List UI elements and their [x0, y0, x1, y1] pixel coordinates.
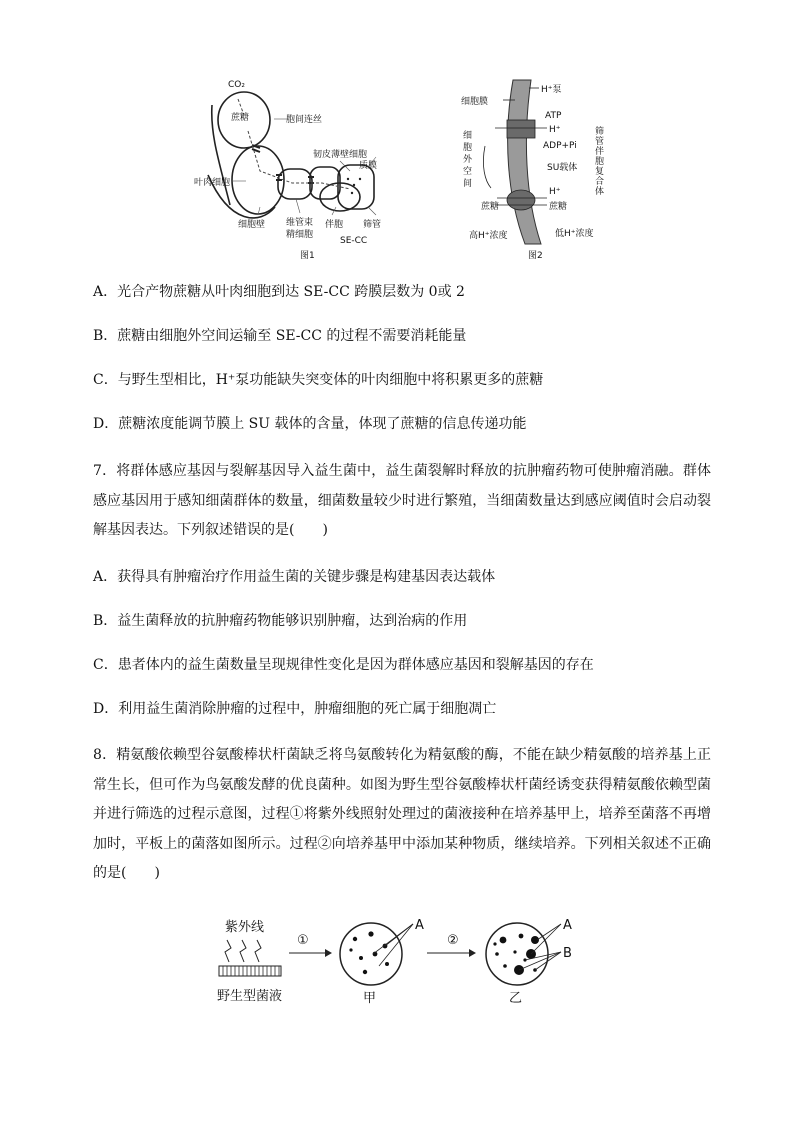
step-2-label: ②	[447, 933, 459, 948]
culture-tube	[219, 966, 281, 976]
se-cc-label: SE-CC	[340, 236, 368, 246]
high-h-label: 高H⁺浓度	[469, 231, 508, 241]
q7-option-c: C．患者体内的益生菌数量呈现规律性变化是因为群体感应基因和裂解基因的存在	[93, 657, 594, 673]
q6-option-a: A．光合产物蔗糖从叶肉细胞到达 SE-CC 跨膜层数为 0或 2	[93, 284, 465, 300]
q6-option-d: D．蔗糖浓度能调节膜上 SU 载体的含量，体现了蔗糖的信息传递功能	[93, 416, 527, 432]
q7-option-d: D．利用益生菌消除肿瘤的过程中，肿瘤细胞的死亡属于细胞凋亡	[93, 701, 497, 717]
co2-label: CO₂	[228, 80, 245, 90]
cell-wall-label: 细胞壁	[238, 220, 266, 230]
complex-char-6: 合	[595, 177, 605, 187]
bundle-sheath-line-1: 维管束	[286, 218, 314, 228]
adp-pi-label: ADP+Pi	[543, 141, 577, 151]
complex-char-4: 胞	[595, 157, 605, 167]
plate-jia-colonies	[349, 931, 389, 974]
q7-stem: 7．将群体感应基因与裂解基因导入益生菌中，益生菌裂解时释放的抗肿瘤药物可使肿瘤消融。群体感应基因用于感知细菌群体的数量，细菌数量较少时进行繁殖，当细菌数量达到感应阈值时会启动裂解基因表达。下列叙述错误的是( )	[93, 463, 711, 538]
sieve-tube-cell	[338, 165, 374, 209]
mesophyll-label: 叶肉细胞	[194, 178, 231, 188]
plate-yi-colonies	[493, 934, 539, 975]
atp-label: ATP	[545, 111, 562, 121]
figure-2-diagram	[455, 76, 630, 266]
low-h-label: 低H⁺浓度	[555, 229, 594, 239]
h-plus-label-2: H⁺	[549, 187, 561, 197]
label-a-yi: A	[563, 918, 572, 933]
figure-1-diagram	[194, 75, 400, 265]
su-carrier-label: SU载体	[547, 163, 578, 173]
membrane-label: 质膜	[359, 161, 378, 171]
bundle-sheath-line-2: 精细胞	[286, 230, 314, 240]
h-pump-shape	[507, 120, 535, 138]
complex-char-2: 管	[595, 137, 605, 147]
complex-char-3: 伴	[595, 147, 605, 157]
step-1-label: ①	[297, 933, 309, 948]
plasmodesmata-label: 胞间连丝	[286, 115, 323, 125]
h-plus-label: H⁺	[549, 125, 561, 135]
complex-char-7: 体	[595, 187, 605, 197]
figure-2-caption: 图2	[528, 251, 543, 261]
extracellular-label	[463, 130, 475, 189]
extracellular-char-3: 外	[463, 155, 473, 165]
q7-option-a: A．获得具有肿瘤治疗作用益生菌的关键步骤是构建基因表达载体	[93, 569, 496, 585]
extracellular-char-2: 胞	[463, 143, 473, 153]
cell-membrane-label: 细胞膜	[461, 97, 489, 107]
sucrose-label: 蔗糖	[231, 113, 250, 123]
companion-label: 伴胞	[325, 220, 344, 230]
extracellular-char-4: 空	[463, 167, 473, 177]
extracellular-char-1: 细	[463, 131, 473, 141]
sucrose-right-label: 蔗糖	[549, 202, 568, 212]
figure-3-diagram	[205, 914, 595, 1024]
wild-type-label: 野生型菌液	[217, 989, 283, 1004]
bundle-sheath-label	[286, 216, 316, 240]
label-b-yi: B	[563, 946, 572, 961]
q8-stem: 8．精氨酸依赖型谷氨酸棒状杆菌缺乏将鸟氨酸转化为精氨酸的酶，不能在缺少精氨酸的培养基上正常生长，但可作为鸟氨酸发酵的优良菌种。如图为野生型谷氨酸棒状杆菌经诱变获得精氨酸依赖型菌并进行筛选的过程示意图，过程①将紫外线照射处理过的菌液接种在培养基甲上，培养至菌落不再增加时，平板上的菌落如图所示。过程②向培养基甲中添加某种物质，继续培养。下列相关叙述不正确的是( )	[93, 747, 711, 881]
su-carrier-shape	[507, 190, 535, 210]
plate-jia-label: 甲	[363, 991, 377, 1006]
h-pump-label: H⁺泵	[541, 85, 562, 95]
q6-option-c: C．与野生型相比，H⁺泵功能缺失突变体的叶肉细胞中将积累更多的蔗糖	[93, 372, 544, 388]
plate-yi-label: 乙	[509, 991, 523, 1006]
complex-label	[595, 125, 607, 197]
sieve-tube-label: 筛管	[363, 220, 382, 230]
parenchyma-label: 韧皮薄壁细胞	[313, 150, 368, 160]
sucrose-left-label: 蔗糖	[481, 202, 500, 212]
figure-1-caption: 图1	[300, 251, 315, 261]
complex-char-5: 复	[595, 167, 605, 177]
q7-option-b: B．益生菌释放的抗肿瘤药物能够识别肿瘤，达到治病的作用	[93, 613, 468, 629]
uv-rays	[225, 940, 261, 962]
label-a-jia: A	[415, 918, 424, 933]
q6-option-b: B．蔗糖由细胞外空间运输至 SE-CC 的过程不需要消耗能量	[93, 328, 467, 344]
membrane-band	[508, 80, 541, 244]
uv-label: 紫外线	[225, 920, 265, 935]
complex-char-1: 筛	[595, 127, 605, 137]
extracellular-char-5: 间	[463, 179, 473, 189]
